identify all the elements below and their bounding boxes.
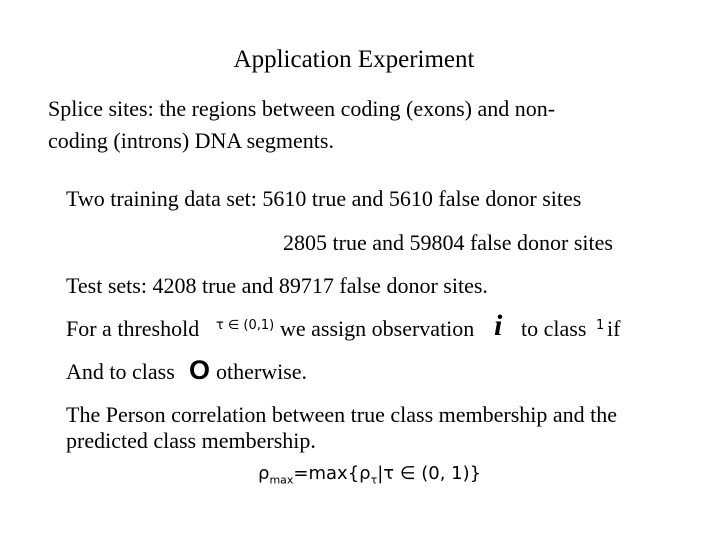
rho-max-subscript: max bbox=[269, 473, 294, 487]
observation-i-symbol: i bbox=[494, 309, 503, 342]
training-line-2: 2805 true and 59804 false donor sites bbox=[283, 230, 613, 255]
if-text: if bbox=[607, 316, 621, 341]
pearson-line-1: The Person correlation between true class membership and the bbox=[66, 402, 618, 427]
intro-line-2: coding (introns) DNA segments. bbox=[48, 128, 334, 153]
tau-interval-symbol: τ ∈ (0,1) bbox=[216, 318, 275, 333]
rho-tau-symbol: ρ bbox=[359, 463, 371, 484]
slide-title: Application Experiment bbox=[233, 46, 475, 73]
formula-eq-max: =max{ bbox=[293, 463, 360, 484]
threshold-middle: we assign observation bbox=[280, 316, 475, 341]
rho-symbol: ρ bbox=[258, 463, 270, 484]
otherwise-suffix: otherwise. bbox=[216, 359, 308, 384]
training-line-1: Two training data set: 5610 true and 5610 false donor sites bbox=[66, 186, 582, 211]
otherwise-prefix: And to class bbox=[66, 359, 175, 384]
intro-line-1: Splice sites: the regions between coding (exons) and non- bbox=[48, 96, 556, 121]
rho-tau-subscript: τ bbox=[370, 473, 378, 487]
test-sets-line: Test sets: 4208 true and 89717 false donor sites. bbox=[66, 273, 488, 298]
class-one-symbol: 1 bbox=[596, 318, 605, 333]
rho-max-formula bbox=[258, 463, 481, 487]
class-zero-symbol: O bbox=[189, 355, 211, 385]
to-class-text: to class bbox=[521, 316, 587, 341]
pearson-line-2: predicted class membership. bbox=[66, 428, 316, 453]
formula-condition: |τ ∈ (0, 1)} bbox=[377, 463, 482, 484]
threshold-prefix: For a threshold bbox=[66, 316, 200, 341]
